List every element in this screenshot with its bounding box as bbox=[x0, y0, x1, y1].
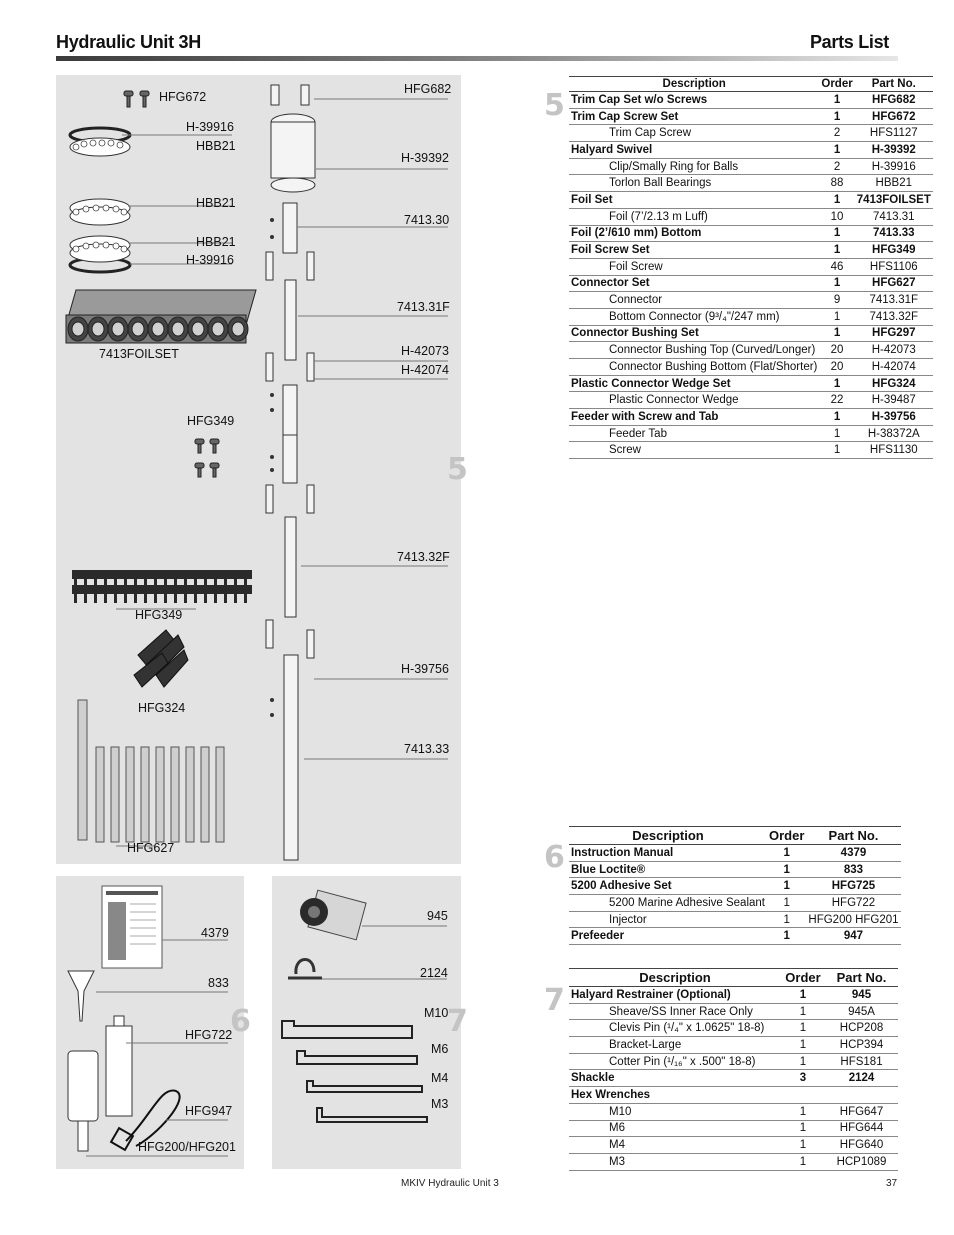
row-description: Instruction Manual bbox=[569, 845, 767, 862]
row-part-no: HBB21 bbox=[855, 175, 933, 192]
row-part-no: 947 bbox=[806, 928, 900, 945]
label-h39916-a: H-39916 bbox=[186, 120, 234, 134]
row-order: 1 bbox=[819, 442, 854, 459]
row-part-no: H-42073 bbox=[855, 342, 933, 359]
row-part-no: HCP394 bbox=[825, 1037, 898, 1054]
row-order: 1 bbox=[819, 225, 854, 242]
col-description: Description bbox=[569, 77, 819, 92]
row-order: 1 bbox=[781, 1120, 825, 1137]
label-hfg349-a: HFG349 bbox=[187, 414, 235, 428]
row-part-no: HFG349 bbox=[855, 242, 933, 259]
row-part-no: HFG725 bbox=[806, 878, 900, 895]
trim-cap-screw-icon bbox=[124, 91, 149, 107]
row-order: 88 bbox=[819, 175, 854, 192]
label-hfg672: HFG672 bbox=[159, 90, 207, 104]
row-part-no: HFG640 bbox=[825, 1137, 898, 1154]
label-hfg200-hfg201: HFG200/HFG201 bbox=[138, 1140, 236, 1154]
row-description: M6 bbox=[569, 1120, 781, 1137]
label-m6: M6 bbox=[431, 1042, 449, 1056]
row-order: 1 bbox=[819, 92, 854, 109]
row-order: 1 bbox=[781, 987, 825, 1004]
label-h42073: H-42073 bbox=[401, 344, 449, 358]
row-description: Clevis Pin (¹/₄" x 1.0625" 18-8) bbox=[569, 1020, 781, 1037]
ball-bearing-icon bbox=[70, 138, 130, 262]
row-order: 1 bbox=[767, 845, 806, 862]
row-order: 1 bbox=[781, 1053, 825, 1070]
col-order: Order bbox=[769, 828, 805, 843]
table-row bbox=[569, 359, 933, 376]
row-part-no: HFG324 bbox=[855, 375, 933, 392]
row-part-no: H-39916 bbox=[855, 158, 933, 175]
row-order: 22 bbox=[819, 392, 854, 409]
row-description: Torlon Ball Bearings bbox=[569, 175, 819, 192]
row-description: Sheave/SS Inner Race Only bbox=[569, 1003, 781, 1020]
row-description: M3 bbox=[569, 1153, 781, 1170]
table-row bbox=[569, 142, 933, 159]
row-description: Trim Cap Set w/o Screws bbox=[569, 92, 819, 109]
section-number-7-diagram: 7 bbox=[447, 1004, 468, 1039]
label-h39392: H-39392 bbox=[401, 151, 449, 165]
row-part-no: HFS1127 bbox=[855, 125, 933, 142]
row-order: 1 bbox=[781, 1153, 825, 1170]
row-order: 9 bbox=[819, 292, 854, 309]
shackle-icon bbox=[288, 959, 322, 978]
row-description: Screw bbox=[569, 442, 819, 459]
label-hfg627: HFG627 bbox=[127, 841, 175, 855]
col-part-no: Part No. bbox=[806, 827, 900, 845]
table-row bbox=[569, 375, 933, 392]
page-number: 37 bbox=[886, 1178, 898, 1189]
row-order: 1 bbox=[819, 375, 854, 392]
row-part-no: 945 bbox=[825, 987, 898, 1004]
row-part-no: HFG644 bbox=[825, 1120, 898, 1137]
row-part-no: 7413FOILSET bbox=[855, 192, 933, 209]
label-h42074: H-42074 bbox=[401, 363, 449, 377]
col-order: Order bbox=[821, 78, 853, 90]
row-description: M10 bbox=[569, 1103, 781, 1120]
label-833: 833 bbox=[208, 976, 229, 990]
row-description: Trim Cap Screw bbox=[569, 125, 819, 142]
label-hfg947: HFG947 bbox=[185, 1104, 233, 1118]
table-row bbox=[569, 895, 901, 912]
row-order: 1 bbox=[819, 325, 854, 342]
row-order bbox=[781, 1087, 825, 1104]
row-order: 1 bbox=[781, 1103, 825, 1120]
hardware-panel bbox=[272, 876, 461, 1169]
row-part-no: HFG672 bbox=[855, 108, 933, 125]
row-part-no: HFG722 bbox=[806, 895, 900, 912]
parts-table-6 bbox=[569, 826, 901, 945]
table-row bbox=[569, 1003, 898, 1020]
row-part-no: HFG297 bbox=[855, 325, 933, 342]
label-741332f: 7413.32F bbox=[397, 550, 450, 564]
col-description: Description bbox=[569, 969, 781, 987]
row-part-no: HFG647 bbox=[825, 1103, 898, 1120]
row-part-no: 7413.31F bbox=[855, 292, 933, 309]
table-row bbox=[569, 1053, 898, 1070]
table-row bbox=[569, 92, 933, 109]
label-hfg324: HFG324 bbox=[138, 701, 186, 715]
row-description: Feeder Tab bbox=[569, 425, 819, 442]
table-row bbox=[569, 325, 933, 342]
row-order: 1 bbox=[781, 1037, 825, 1054]
row-part-no: HFS1130 bbox=[855, 442, 933, 459]
row-description: Feeder with Screw and Tab bbox=[569, 409, 819, 426]
row-part-no: H-38372A bbox=[855, 425, 933, 442]
table-row bbox=[569, 1037, 898, 1054]
table-row bbox=[569, 208, 933, 225]
label-hfg722: HFG722 bbox=[185, 1028, 233, 1042]
table-row bbox=[569, 225, 933, 242]
table-row bbox=[569, 342, 933, 359]
row-description: 5200 Adhesive Set bbox=[569, 878, 767, 895]
row-description: Foil Set bbox=[569, 192, 819, 209]
row-description: Shackle bbox=[569, 1070, 781, 1087]
row-description: Plastic Connector Wedge bbox=[569, 392, 819, 409]
row-part-no: 7413.32F bbox=[855, 308, 933, 325]
label-hbb21-b: HBB21 bbox=[196, 196, 236, 210]
row-description: Foil (2’/610 mm) Bottom bbox=[569, 225, 819, 242]
row-part-no: 833 bbox=[806, 861, 900, 878]
row-order: 1 bbox=[819, 108, 854, 125]
instruction-manual-icon bbox=[102, 886, 162, 968]
row-description: M4 bbox=[569, 1137, 781, 1154]
row-order: 1 bbox=[767, 895, 806, 912]
row-order: 1 bbox=[819, 142, 854, 159]
row-part-no: HFS1106 bbox=[855, 258, 933, 275]
row-order: 1 bbox=[767, 861, 806, 878]
label-hfg682: HFG682 bbox=[404, 82, 452, 96]
row-part-no: HFG627 bbox=[855, 275, 933, 292]
exploded-diagram-art bbox=[56, 75, 461, 864]
table-row bbox=[569, 1020, 898, 1037]
label-741331f: 7413.31F bbox=[397, 300, 450, 314]
row-order: 1 bbox=[819, 409, 854, 426]
row-description: Foil Screw Set bbox=[569, 242, 819, 259]
foil-column-icon bbox=[266, 85, 315, 860]
label-741333: 7413.33 bbox=[404, 742, 450, 756]
table-row bbox=[569, 1103, 898, 1120]
hex-wrench-icon bbox=[282, 1021, 427, 1122]
section-number-6-diagram: 6 bbox=[230, 1004, 251, 1039]
row-order: 20 bbox=[819, 342, 854, 359]
table-row bbox=[569, 175, 933, 192]
row-part-no: 7413.33 bbox=[855, 225, 933, 242]
table-row bbox=[569, 242, 933, 259]
row-description: 5200 Marine Adhesive Sealant bbox=[569, 895, 767, 912]
table-row bbox=[569, 409, 933, 426]
label-2124: 2124 bbox=[420, 966, 448, 980]
row-part-no: H-39487 bbox=[855, 392, 933, 409]
row-description: Blue Loctite® bbox=[569, 861, 767, 878]
row-description: Connector bbox=[569, 292, 819, 309]
row-description: Hex Wrenches bbox=[569, 1087, 781, 1104]
label-foilset: 7413FOILSET bbox=[99, 347, 179, 361]
row-order: 1 bbox=[767, 878, 806, 895]
table-row bbox=[569, 987, 898, 1004]
row-part-no: 7413.31 bbox=[855, 208, 933, 225]
row-description: Bottom Connector (9³/₄"/247 mm) bbox=[569, 308, 819, 325]
row-part-no: 4379 bbox=[806, 845, 900, 862]
table-row bbox=[569, 108, 933, 125]
row-order: 2 bbox=[819, 158, 854, 175]
row-order: 1 bbox=[819, 242, 854, 259]
row-description: Connector Set bbox=[569, 275, 819, 292]
row-order: 46 bbox=[819, 258, 854, 275]
foil-set-icon bbox=[66, 290, 256, 343]
row-part-no: HCP208 bbox=[825, 1020, 898, 1037]
col-description: Description bbox=[569, 827, 767, 845]
header-rule bbox=[56, 56, 898, 61]
row-order: 1 bbox=[819, 425, 854, 442]
row-description: Cotter Pin (¹/₁₆" x .500" 18-8) bbox=[569, 1053, 781, 1070]
exploded-diagram-panel bbox=[56, 75, 461, 864]
table-row bbox=[569, 1070, 898, 1087]
col-part-no: Part No. bbox=[855, 77, 933, 92]
section-number-6-table: 6 bbox=[544, 840, 565, 875]
row-description: Bracket-Large bbox=[569, 1037, 781, 1054]
row-description: Plastic Connector Wedge Set bbox=[569, 375, 819, 392]
table-row bbox=[569, 158, 933, 175]
row-order: 3 bbox=[781, 1070, 825, 1087]
connector-wedge-icon bbox=[134, 630, 188, 687]
label-m4: M4 bbox=[431, 1071, 449, 1085]
label-hfg349-b: HFG349 bbox=[135, 608, 183, 622]
table-row bbox=[569, 292, 933, 309]
table-row bbox=[569, 1087, 898, 1104]
row-part-no: HFG200 HFG201 bbox=[806, 911, 900, 928]
row-part-no bbox=[825, 1087, 898, 1104]
row-part-no: HCP1089 bbox=[825, 1153, 898, 1170]
table-row bbox=[569, 125, 933, 142]
col-part-no: Part No. bbox=[825, 969, 898, 987]
row-description: Foil (7’/2.13 m Luff) bbox=[569, 208, 819, 225]
row-description: Connector Bushing Top (Curved/Longer) bbox=[569, 342, 819, 359]
table-row bbox=[569, 425, 933, 442]
table-row bbox=[569, 258, 933, 275]
table-row bbox=[569, 392, 933, 409]
row-order: 1 bbox=[819, 275, 854, 292]
table-row bbox=[569, 911, 901, 928]
table-row bbox=[569, 192, 933, 209]
connector-set-icon bbox=[78, 700, 224, 842]
row-part-no: H-42074 bbox=[855, 359, 933, 376]
row-part-no: 2124 bbox=[825, 1070, 898, 1087]
row-order: 1 bbox=[781, 1137, 825, 1154]
label-hbb21-a: HBB21 bbox=[196, 139, 236, 153]
table-row bbox=[569, 308, 933, 325]
row-order: 1 bbox=[781, 1020, 825, 1037]
table-row bbox=[569, 275, 933, 292]
row-order: 2 bbox=[819, 125, 854, 142]
label-h39916-b: H-39916 bbox=[186, 253, 234, 267]
page-title: Hydraulic Unit 3H bbox=[56, 32, 201, 52]
row-description: Foil Screw bbox=[569, 258, 819, 275]
row-part-no: HFS181 bbox=[825, 1053, 898, 1070]
row-order: 1 bbox=[767, 911, 806, 928]
accessories-panel bbox=[56, 876, 244, 1169]
label-4379: 4379 bbox=[201, 926, 229, 940]
row-part-no: H-39392 bbox=[855, 142, 933, 159]
label-m10: M10 bbox=[424, 1006, 449, 1020]
footer-title: MKIV Hydraulic Unit 3 bbox=[401, 1178, 499, 1189]
row-description: Injector bbox=[569, 911, 767, 928]
parts-table-7 bbox=[569, 968, 898, 1171]
row-order: 1 bbox=[819, 308, 854, 325]
col-order: Order bbox=[781, 969, 825, 987]
label-m3: M3 bbox=[431, 1097, 449, 1111]
loctite-bottle-icon bbox=[68, 971, 94, 1021]
section-number-7-table: 7 bbox=[544, 983, 565, 1018]
row-part-no: H-39756 bbox=[855, 409, 933, 426]
row-description: Halyard Swivel bbox=[569, 142, 819, 159]
parts-table-5 bbox=[569, 76, 933, 459]
row-order: 10 bbox=[819, 208, 854, 225]
row-description: Prefeeder bbox=[569, 928, 767, 945]
table-row bbox=[569, 928, 901, 945]
halyard-restrainer-icon bbox=[300, 890, 366, 940]
table-row bbox=[569, 861, 901, 878]
table-row bbox=[569, 442, 933, 459]
injector-icon bbox=[68, 1051, 98, 1151]
row-order: 1 bbox=[819, 192, 854, 209]
table-row bbox=[569, 1153, 898, 1170]
table-row bbox=[569, 878, 901, 895]
row-description: Connector Bushing Set bbox=[569, 325, 819, 342]
adhesive-tube-icon bbox=[106, 1016, 132, 1116]
table-row bbox=[569, 1120, 898, 1137]
row-order: 20 bbox=[819, 359, 854, 376]
row-part-no: HFG682 bbox=[855, 92, 933, 109]
label-741330: 7413.30 bbox=[404, 213, 450, 227]
section-number-5-table: 5 bbox=[544, 88, 565, 123]
table-row bbox=[569, 1137, 898, 1154]
row-part-no: 945A bbox=[825, 1003, 898, 1020]
row-description: Connector Bushing Bottom (Flat/Shorter) bbox=[569, 359, 819, 376]
row-order: 1 bbox=[781, 1003, 825, 1020]
label-hbb21-c: HBB21 bbox=[196, 235, 236, 249]
row-description: Trim Cap Screw Set bbox=[569, 108, 819, 125]
section-number-5-diagram: 5 bbox=[447, 452, 468, 487]
accessories-art bbox=[56, 876, 244, 1169]
section-title: Parts List bbox=[809, 32, 889, 52]
row-description: Halyard Restrainer (Optional) bbox=[569, 987, 781, 1004]
label-945: 945 bbox=[427, 909, 448, 923]
label-h39756: H-39756 bbox=[401, 662, 449, 676]
foil-screw-icon bbox=[195, 439, 219, 477]
table-row bbox=[569, 845, 901, 862]
row-description: Clip/Smally Ring for Balls bbox=[569, 158, 819, 175]
row-order: 1 bbox=[767, 928, 806, 945]
foil-screw-set-icon bbox=[72, 570, 252, 603]
